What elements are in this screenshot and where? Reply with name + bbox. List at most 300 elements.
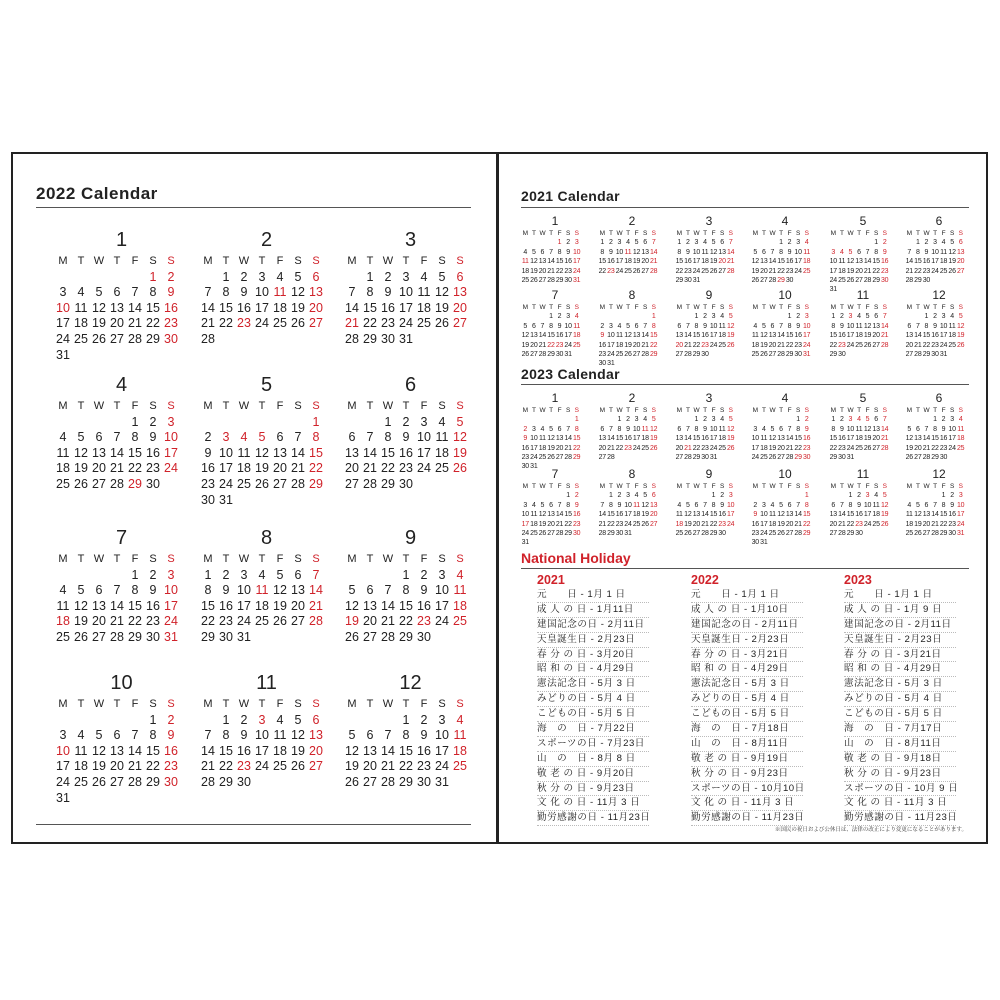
day-cell: 23	[417, 759, 431, 774]
weekday-header: T	[685, 407, 690, 414]
day-cell: 24	[829, 277, 837, 285]
day-cell: 21	[701, 520, 709, 528]
holiday-row: こどもの日 - 5月 5 日	[844, 707, 956, 722]
day-cell: 31	[399, 331, 413, 346]
empty-cell	[307, 493, 325, 509]
month-block	[199, 527, 330, 646]
holiday-row: 勤労感謝の日 - 11月23日	[537, 811, 649, 826]
day-cell: 14	[363, 445, 377, 460]
holiday-row: 天皇誕生日 - 2月23日	[691, 633, 803, 648]
empty-cell	[872, 350, 881, 359]
month-number: 11	[856, 467, 870, 481]
day-cell: 1	[402, 567, 410, 582]
day-cell: 14	[777, 332, 785, 340]
weekday-header: M	[522, 483, 528, 490]
weekday-header: T	[933, 483, 937, 490]
day-cell: 20	[547, 520, 555, 528]
day-cell: 10	[56, 300, 70, 315]
day-cell: 10	[709, 322, 718, 330]
day-cell: 8	[149, 285, 157, 300]
day-cell: 17	[564, 332, 572, 340]
day-cell: 11	[633, 501, 640, 509]
day-cell: 8	[711, 501, 716, 509]
weekday-header: T	[933, 304, 937, 311]
day-cell: 14	[555, 511, 564, 519]
day-cell: 31	[572, 277, 581, 285]
day-cell: 4	[857, 416, 861, 424]
weekday-header: F	[711, 483, 716, 490]
weekday-header: S	[566, 407, 571, 414]
reference-page	[497, 152, 988, 844]
empty-cell	[90, 713, 108, 729]
day-cell: 22	[692, 341, 701, 349]
day-cell: 15	[649, 332, 658, 340]
weekday-header: S	[643, 304, 648, 311]
day-cell: 29	[794, 454, 802, 462]
day-cell: 8	[804, 501, 809, 509]
empty-cell	[607, 415, 616, 424]
day-cell: 5	[634, 239, 639, 247]
day-cell: 9	[240, 285, 248, 300]
day-cell: 28	[914, 351, 922, 359]
day-cell: 10	[417, 430, 431, 445]
day-cell: 5	[915, 501, 920, 509]
day-cell: 16	[146, 598, 160, 613]
empty-cell	[914, 312, 923, 321]
day-cell: 18	[56, 461, 70, 476]
day-cell: 12	[538, 511, 547, 519]
weekday-header: M	[203, 400, 213, 412]
holiday-row: 建国記念の日 - 2月11日	[537, 618, 649, 633]
empty-cell	[538, 238, 547, 247]
day-cell: 11	[615, 332, 623, 340]
day-cell: 17	[435, 598, 449, 613]
day-cell: 16	[564, 258, 572, 266]
empty-cell	[684, 415, 693, 424]
day-cell: 30	[399, 476, 413, 491]
day-cell: 22	[572, 444, 581, 452]
empty-cell	[253, 415, 271, 431]
day-cell: 18	[872, 511, 880, 519]
weekday-header: M	[347, 698, 357, 710]
day-cell: 5	[761, 322, 766, 330]
day-cell: 23	[201, 476, 215, 491]
weekday-header: T	[531, 304, 536, 311]
day-cell: 27	[538, 277, 547, 285]
empty-cell	[931, 491, 940, 500]
day-cell: 12	[914, 511, 922, 519]
weekday-header: T	[402, 400, 410, 412]
weekday-header: S	[456, 553, 464, 565]
holiday-row: 秋 分 の 日 - 9月23日	[537, 782, 649, 797]
weekday-header: F	[634, 304, 639, 311]
day-cell: 26	[291, 316, 305, 331]
empty-cell	[530, 491, 539, 500]
empty-cell	[751, 491, 760, 500]
day-cell: 13	[291, 583, 305, 598]
day-cell: 28	[110, 629, 124, 644]
holiday-row: 建国記念の日 - 2月11日	[844, 618, 956, 633]
empty-cell	[641, 453, 650, 462]
day-cell: 21	[684, 444, 692, 452]
day-cell: 20	[760, 267, 768, 275]
day-cell: 2	[787, 239, 792, 247]
empty-cell	[948, 350, 957, 359]
empty-cell	[701, 276, 710, 285]
day-cell: 3	[626, 492, 630, 500]
day-cell: 29	[922, 351, 931, 359]
day-cell: 31	[624, 530, 632, 538]
day-cell: 10	[530, 435, 538, 443]
day-cell: 1	[831, 416, 836, 424]
month-block	[521, 289, 585, 359]
weekday-header: S	[796, 230, 801, 237]
empty-cell	[271, 775, 289, 791]
day-cell: 8	[924, 322, 929, 330]
day-cell: 27	[309, 759, 323, 774]
month-block	[199, 672, 330, 791]
empty-cell	[709, 350, 718, 359]
day-cell: 27	[632, 351, 641, 359]
day-cell: 6	[915, 425, 920, 433]
empty-cell	[726, 350, 735, 359]
day-cell: 7	[113, 430, 121, 445]
day-cell: 7	[882, 313, 887, 321]
day-cell: 11	[751, 332, 759, 340]
day-cell: 27	[768, 351, 777, 359]
day-cell: 29	[649, 351, 658, 359]
day-cell: 27	[547, 530, 555, 538]
day-cell: 11	[872, 501, 880, 509]
day-cell: 29	[785, 351, 794, 359]
day-cell: 27	[829, 530, 837, 538]
day-cell: 5	[770, 425, 775, 433]
weekday-header: S	[882, 230, 887, 237]
day-cell: 11	[701, 248, 709, 256]
day-cell: 7	[566, 425, 570, 433]
day-cell: 7	[685, 322, 690, 330]
day-cell: 8	[848, 501, 853, 509]
empty-cell	[607, 312, 616, 321]
day-cell: 18	[956, 435, 965, 443]
footnote: ※国民の祝日および公休日は、法律の改正により変更になることがあります。	[774, 827, 967, 833]
day-cell: 8	[651, 322, 656, 330]
day-cell: 18	[939, 258, 948, 266]
weekday-header: T	[531, 407, 536, 414]
day-cell: 21	[309, 598, 323, 613]
weekday-header: S	[566, 304, 571, 311]
day-cell: 19	[453, 445, 467, 460]
day-cell: 21	[291, 461, 305, 476]
empty-cell	[108, 415, 126, 431]
weekday-header: S	[804, 483, 809, 490]
day-cell: 28	[684, 351, 692, 359]
day-cell: 13	[273, 445, 287, 460]
weekday-header: S	[574, 483, 579, 490]
day-cell: 25	[417, 316, 431, 331]
day-cell: 2	[617, 492, 622, 500]
weekday-header: T	[703, 483, 707, 490]
empty-cell	[846, 350, 855, 359]
day-cell: 14	[345, 300, 359, 315]
day-cell: 6	[651, 492, 656, 500]
weekday-header: F	[634, 230, 639, 237]
empty-cell	[343, 568, 361, 584]
day-cell: 24	[164, 461, 178, 476]
empty-cell	[289, 332, 307, 348]
day-cell: 23	[417, 614, 431, 629]
day-cell: 28	[684, 454, 692, 462]
weekday-header: S	[574, 230, 579, 237]
empty-cell	[126, 348, 144, 364]
weekday-header: W	[769, 230, 776, 237]
day-cell: 28	[345, 331, 359, 346]
day-cell: 26	[74, 629, 88, 644]
weekday-header: F	[131, 255, 139, 267]
day-cell: 16	[417, 598, 431, 613]
day-cell: 16	[838, 435, 846, 443]
day-cell: 18	[273, 300, 287, 315]
day-cell: 28	[381, 629, 395, 644]
day-cell: 22	[615, 444, 624, 452]
day-cell: 10	[751, 435, 759, 443]
day-cell: 17	[956, 511, 965, 519]
day-cell: 9	[882, 248, 887, 256]
day-cell: 16	[615, 511, 624, 519]
day-cell: 15	[802, 511, 811, 519]
day-cell: 3	[694, 239, 699, 247]
holiday-row: 昭 和 の 日 - 4月29日	[691, 662, 803, 677]
day-cell: 8	[222, 728, 230, 743]
weekday-header: M	[347, 553, 357, 565]
empty-cell	[72, 348, 90, 364]
weekday-header: T	[258, 553, 266, 565]
day-cell: 19	[273, 598, 287, 613]
weekday-header: T	[113, 553, 121, 565]
empty-cell	[547, 415, 556, 424]
day-cell: 7	[204, 728, 212, 743]
day-cell: 9	[950, 501, 954, 509]
day-cell: 31	[530, 463, 538, 471]
weekday-header: S	[796, 483, 801, 490]
weekday-header: W	[382, 698, 394, 710]
day-cell: 21	[363, 461, 377, 476]
empty-cell	[846, 238, 855, 247]
day-cell: 6	[761, 248, 766, 256]
month-block	[343, 527, 474, 646]
day-cell: 26	[641, 520, 649, 528]
weekday-header: T	[933, 230, 937, 237]
empty-cell	[777, 538, 786, 547]
day-cell: 6	[958, 239, 963, 247]
day-cell: 6	[634, 322, 639, 330]
day-cell: 4	[420, 269, 428, 284]
month-number: 12	[932, 288, 946, 302]
day-cell: 1	[204, 567, 212, 582]
weekday-header: S	[950, 407, 955, 414]
day-cell: 22	[931, 444, 939, 452]
day-cell: 22	[785, 341, 794, 349]
day-cell: 17	[530, 444, 538, 452]
empty-cell	[126, 270, 144, 286]
day-cell: 4	[626, 239, 630, 247]
weekday-header: T	[857, 483, 861, 490]
day-cell: 28	[838, 530, 846, 538]
day-cell: 16	[164, 300, 178, 315]
day-cell: 30	[880, 277, 889, 285]
day-cell: 16	[684, 258, 692, 266]
day-cell: 8	[384, 430, 392, 445]
weekday-header: T	[839, 407, 844, 414]
day-cell: 20	[649, 511, 658, 519]
empty-cell	[415, 477, 433, 493]
day-cell: 25	[855, 341, 863, 349]
empty-cell	[675, 415, 684, 424]
month-block	[54, 229, 185, 363]
day-cell: 26	[92, 774, 106, 789]
holiday-row: 敬 老 の 日 - 9月20日	[537, 767, 649, 782]
day-cell: 1	[131, 567, 139, 582]
day-cell: 19	[726, 332, 735, 340]
day-cell: 17	[726, 511, 735, 519]
day-cell: 27	[675, 351, 683, 359]
day-cell: 27	[956, 267, 965, 275]
day-cell: 1	[312, 414, 320, 429]
day-cell: 3	[258, 269, 266, 284]
day-cell: 9	[787, 248, 792, 256]
day-cell: 23	[146, 461, 160, 476]
day-cell: 10	[632, 425, 641, 433]
day-cell: 6	[312, 269, 320, 284]
empty-cell	[289, 493, 307, 509]
day-cell: 20	[718, 258, 726, 266]
day-cell: 1	[549, 313, 553, 321]
weekday-header: T	[549, 483, 553, 490]
empty-cell	[144, 791, 162, 807]
month-block	[829, 215, 893, 295]
month-number: 5	[859, 391, 867, 405]
day-cell: 25	[74, 774, 88, 789]
month-block	[343, 374, 474, 493]
day-cell: 1	[694, 416, 699, 424]
day-cell: 30	[555, 351, 564, 359]
empty-cell	[718, 453, 727, 462]
day-cell: 30	[794, 351, 802, 359]
day-cell: 3	[711, 416, 716, 424]
day-cell: 19	[345, 614, 359, 629]
day-cell: 31	[56, 347, 70, 362]
day-cell: 18	[453, 598, 467, 613]
weekday-header: T	[608, 483, 613, 490]
weekday-header: S	[950, 483, 955, 490]
day-cell: 20	[632, 341, 641, 349]
weekday-header: T	[779, 304, 783, 311]
day-cell: 24	[607, 351, 615, 359]
day-cell: 11	[453, 728, 467, 743]
day-cell: 6	[643, 239, 647, 247]
day-cell: 4	[276, 712, 284, 727]
day-cell: 16	[521, 444, 529, 452]
day-cell: 1	[677, 239, 682, 247]
day-cell: 4	[258, 567, 266, 582]
holiday-title: National Holiday	[521, 550, 631, 566]
day-cell: 10	[564, 322, 572, 330]
day-cell: 4	[643, 416, 647, 424]
day-cell: 26	[726, 444, 735, 452]
day-cell: 2	[149, 567, 157, 582]
weekday-header: T	[113, 255, 121, 267]
day-cell: 21	[785, 444, 794, 452]
weekday-header: T	[857, 407, 861, 414]
day-cell: 10	[956, 501, 965, 509]
day-cell: 17	[846, 435, 855, 443]
day-cell: 4	[950, 313, 954, 321]
day-cell: 28	[538, 351, 547, 359]
holiday-row: みどりの日 - 5月 4 日	[844, 692, 956, 707]
day-cell: 9	[149, 430, 157, 445]
day-cell: 10	[521, 511, 529, 519]
day-cell: 2	[950, 492, 954, 500]
day-cell: 11	[675, 511, 683, 519]
day-cell: 7	[384, 583, 392, 598]
day-cell: 21	[555, 520, 564, 528]
weekday-header: S	[874, 407, 879, 414]
weekday-header: W	[93, 255, 105, 267]
day-cell: 6	[557, 425, 562, 433]
day-cell: 8	[549, 322, 553, 330]
empty-cell	[379, 568, 397, 584]
day-cell: 3	[753, 425, 758, 433]
day-cell: 20	[692, 520, 701, 528]
day-cell: 6	[312, 712, 320, 727]
day-cell: 21	[726, 258, 735, 266]
calendar-2022-page	[11, 152, 498, 844]
day-cell: 24	[802, 341, 811, 349]
day-cell: 6	[787, 501, 792, 509]
day-cell: 4	[703, 239, 707, 247]
day-cell: 17	[417, 445, 431, 460]
day-cell: 5	[626, 322, 630, 330]
weekday-header: T	[549, 304, 553, 311]
day-cell: 17	[709, 435, 718, 443]
day-cell: 20	[922, 520, 931, 528]
day-cell: 14	[538, 332, 547, 340]
day-cell: 11	[905, 511, 913, 519]
empty-cell	[718, 350, 727, 359]
day-cell: 30	[564, 277, 572, 285]
day-cell: 12	[345, 743, 359, 758]
day-cell: 28	[555, 530, 564, 538]
day-cell: 11	[435, 430, 449, 445]
day-cell: 2	[804, 416, 809, 424]
day-cell: 24	[255, 316, 269, 331]
day-cell: 13	[309, 728, 323, 743]
day-cell: 1	[924, 313, 929, 321]
day-cell: 20	[363, 759, 377, 774]
day-cell: 23	[521, 454, 529, 462]
empty-cell	[649, 529, 658, 538]
weekday-header: F	[941, 483, 946, 490]
day-cell: 9	[167, 285, 175, 300]
weekday-header: W	[847, 407, 854, 414]
day-cell: 20	[675, 444, 683, 452]
day-cell: 30	[701, 454, 709, 462]
day-cell: 10	[615, 248, 624, 256]
day-cell: 14	[598, 511, 606, 519]
day-cell: 27	[110, 774, 124, 789]
day-cell: 18	[768, 520, 777, 528]
day-cell: 26	[649, 444, 658, 452]
